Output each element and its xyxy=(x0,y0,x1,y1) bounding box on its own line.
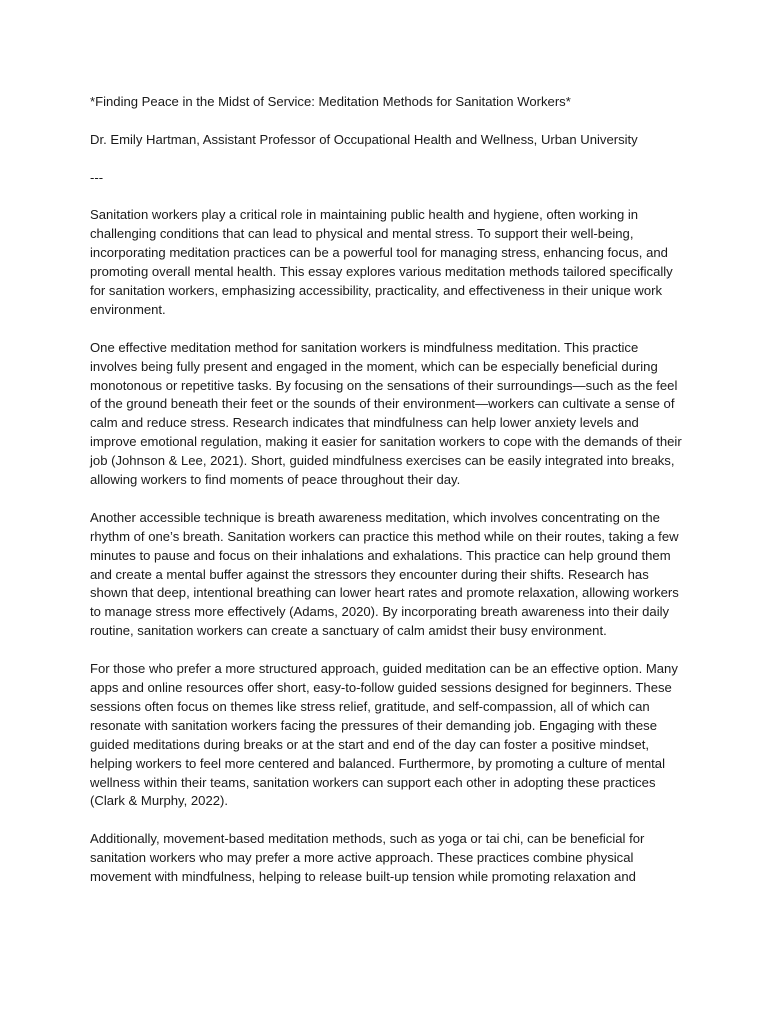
document-body xyxy=(90,93,682,906)
paragraph-mindfulness: One effective meditation method for sanitation workers is mindfulness meditation. This practice involves being fully present and engaged in the moment, which can be especially beneficial during monotonous or repetitive tasks. By focusing on the sensations of their surroundings—such as the feel of the ground beneath their feet or the sounds of their environment—workers can cultivate a sense of calm and reduce stress. Research indicates that mindfulness can help lower anxiety levels and improve emotional regulation, making it easier for sanitation workers to cope with the demands of their job (Johnson & Lee, 2021). Short, guided mindfulness exercises can be easily integrated into breaks, allowing workers to find moments of peace throughout their day. xyxy=(90,339,682,488)
paragraph-guided-meditation: For those who prefer a more structured approach, guided meditation can be an effective option. Many apps and online resources offer short, easy-to-follow guided sessions designed for beginners. These sessions often focus on themes like stress relief, gratitude, and self-compassion, all of which can resonate with sanitation workers facing the pressures of their demanding job. Engaging with these guided meditations during breaks or at the start and end of the day can foster a positive mindset, helping workers to feel more centered and balanced. Furthermore, by promoting a culture of mental wellness within their teams, sanitation workers can support each other in adopting these practices (Clark & Murphy, 2022). xyxy=(90,661,678,809)
section-separator: --- xyxy=(90,169,104,185)
document-title: *Finding Peace in the Midst of Service: Meditation Methods for Sanitation Workers* xyxy=(90,94,571,109)
paragraph-breath-awareness: Another accessible technique is breath awareness meditation, which involves concentrating on the rhythm of one’s breath. Sanitation workers can practice this method while on their routes, taking a few minutes to pause and focus on their inhalations and exhalations. This practice can help ground them and create a mental buffer against the stressors they encounter during their shifts. Research has shown that deep, intentional breathing can lower heart rates and promote relaxation, allowing workers to manage stress more effectively (Adams, 2020). By incorporating breath awareness into their daily routine, sanitation workers can create a sanctuary of calm amidst their busy environment. xyxy=(90,509,679,639)
paragraph-movement-based: Additionally, movement-based meditation methods, such as yoga or tai chi, can be beneficial for sanitation workers who may prefer a more active approach. These practices combine physical movement with mindfulness, helping to release built-up tension while promoting relaxation and xyxy=(90,831,645,885)
paragraph-intro: Sanitation workers play a critical role in maintaining public health and hygiene, often working in challenging conditions that can lead to physical and mental stress. To support their well-being, incorporating meditation practices can be a powerful tool for managing stress, enhancing focus, and promoting overall mental health. This essay explores various meditation methods tailored specifically for sanitation workers, emphasizing accessibility, practicality, and effectiveness in their unique work environment. xyxy=(90,207,673,317)
author-line: Dr. Emily Hartman, Assistant Professor of Occupational Health and Wellness, Urban University xyxy=(90,131,638,147)
